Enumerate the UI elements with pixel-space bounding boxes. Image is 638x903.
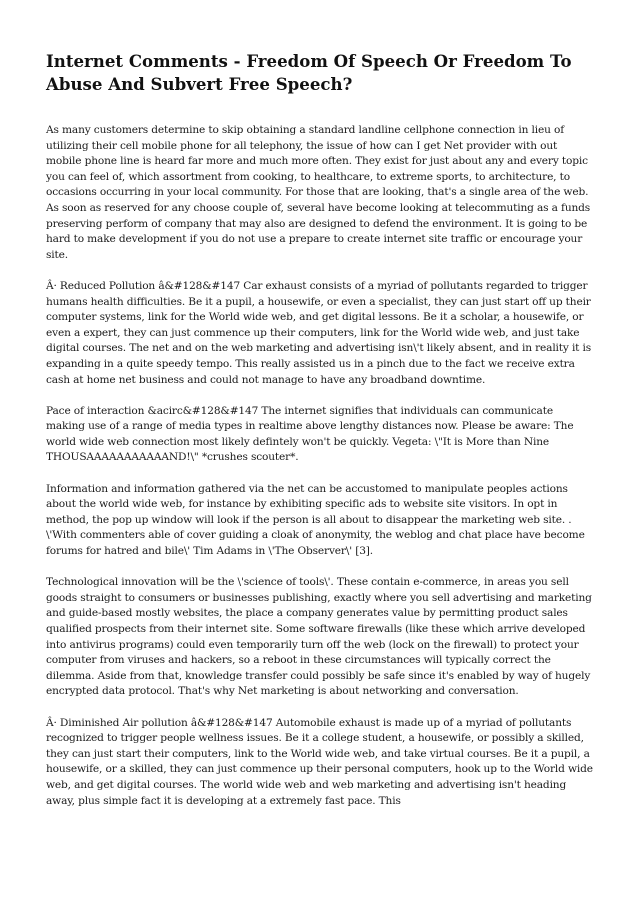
paragraph-6: Â· Diminished Air pollution â&#128&#147 Automobile exhaust is made up of a myriad of pollutants recognized to trigger people wellness issues. Be it a college student, a housewife, or possibly a skilled, they can just start their computers, link to the World wide web, and take virtual courses. Be it a pupil, a housewife, or a skilled, they can just commence up their personal computers, hook up to the World wide web, and get digital courses. The world wide web and web marketing and advertising isn't heading away, plus simple fact it is developing at a extremely fast pace. This	[46, 716, 593, 807]
document-title: Internet Comments - Freedom Of Speech Or Freedom To Abuse And Subvert Free Speech?	[46, 51, 572, 94]
document-page	[46, 50, 594, 825]
paragraph-1: As many customers determine to skip obtaining a standard landline cellphone connection in lieu of utilizing their cell mobile phone for all telephony, the issue of how can I get Net provider with out mobile phone line is heard far more and much more often. They exist for just about any and every topic you can feel of, which assortment from cooking, to healthcare, to extreme sports, to architecture, to occasions occurring in your local community. For those that are looking, that's a single area of the web. As soon as reserved for any choose couple of, several have become looking at telecommuting as a funds preserving perform of company that may also are designed to defend the environment. It is going to be hard to make development if you do not use a prepare to create internet site traffic or encourage your site.	[46, 124, 591, 261]
paragraph-3: Pace of interaction &acirc&#128&#147 The internet signifies that individuals can communicate making use of a range of media types in realtime above lengthy distances now. Please be aware: The world wide web connection most likely defintely won't be quickly. Vegeta: \"It is More than Nine THOUSAAAAAAAAAAAND!\" *crushes scouter*.	[46, 404, 574, 464]
paragraph-2: Â· Reduced Pollution â&#128&#147 Car exhaust consists of a myriad of pollutants regarded to trigger humans health difficulties. Be it a pupil, a housewife, or even a specialist, they can just start off up their computer systems, link for the World wide web, and get digital lessons. Be it a scholar, a housewife, or even a expert, they can just commence up their computers, link for the World wide web, and just take digital courses. The net and on the web marketing and advertising isn\'t likely absent, and in reality it is expanding in a quite speedy tempo. This really assisted us in a pinch due to the fact we receive extra cash at home net business and could not manage to have any broadband downtime.	[46, 279, 592, 386]
paragraph-4: Information and information gathered via the net can be accustomed to manipulate peoples actions about the world wide web, for instance by exhibiting specific ads to website site visitors. In opt in method, the pop up window will look if the person is all about to disappear the marketing web site. . \'With commenters able of cover guiding a cloak of anonymity, the weblog and chat place have become forums for hatred and bile\' Tim Adams in \'The Observer\' [3].	[46, 482, 585, 558]
paragraph-5: Technological innovation will be the \'science of tools\'. These contain e-commerce, in areas you sell goods straight to consumers or businesses publishing, exactly where you sell advertising and marketing and guide-based mostly websites, the place a company generates value by permitting product sales qualified prospects from their internet site. Some software firewalls (like these which arrive developed into antivirus programs) could even temporarily turn off the web (lock on the firewall) to protect your computer from viruses and hackers, so a reboot in these circumstances will typically correct the dilemma. Aside from that, knowledge transfer could possibly be safe since it's enabled by way of hugely encrypted data protocol. That's why Net marketing is about networking and conversation.	[46, 576, 592, 698]
